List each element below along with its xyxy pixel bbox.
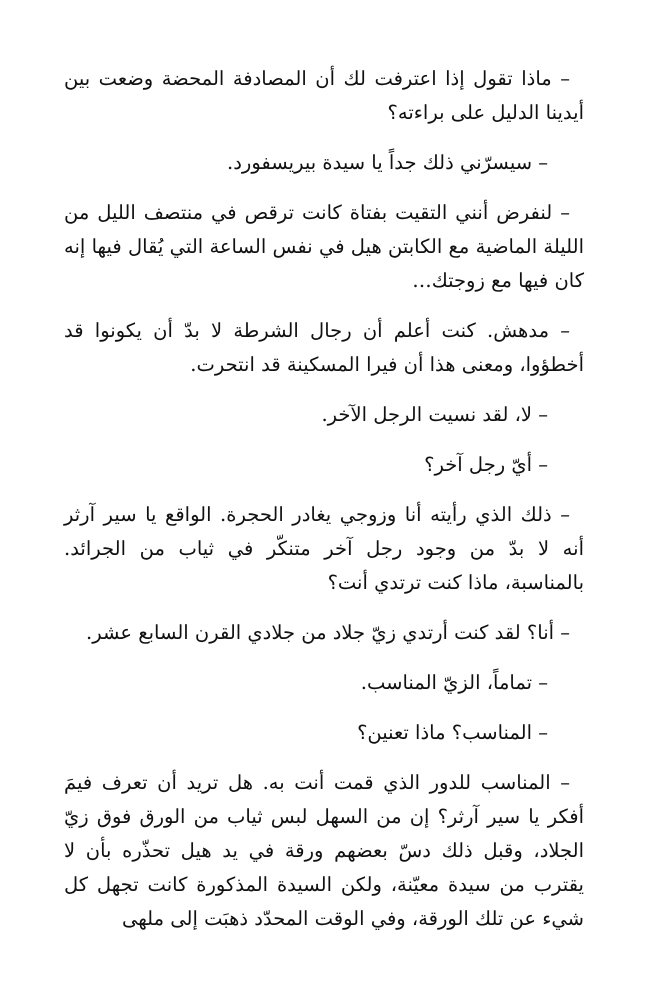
dialogue-paragraph-6: – أيّ رجل آخر؟ [424, 453, 548, 476]
dialogue-paragraph-11: – المناسب للدور الذي قمت أنت به. هل تريد أن تعرف فيمَ أفكر يا سير آرثر؟ إن من السهل لبس ثياب من الورق فوق زيّ الجلاد، وقبل ذلك دسّ بعضهم ورقة في يد هيل تحذّره بأن لا يقترب من سيدة معيّنة، ولكن السيدة المذكورة كانت تجهل كل شيء عن تلك الورقة، وفي الوقت المحدّد ذهبَت إلى ملهى [64, 771, 584, 930]
dialogue-paragraph-5: – لا، لقد نسيت الرجل الآخر. [321, 403, 548, 426]
dialogue-paragraph-8: – أنا؟ لقد كنت أرتدي زيّ جلاد من جلادي القرن السابع عشر. [86, 621, 570, 644]
dialogue-paragraph-1: – ماذا تقول إذا اعترفت لك أن المصادفة المحضة وضعت بين أيدينا الدليل على براءته؟ [64, 67, 584, 124]
dialogue-paragraph-10: – المناسب؟ ماذا تعنين؟ [357, 721, 548, 744]
dialogue-paragraph-3: – لنفرض أنني التقيت بفتاة كانت ترقص في منتصف الليل من الليلة الماضية مع الكابتن هيل في نفس الساعة التي يُقال فيها إنه كان فيها مع زوجتك… [64, 201, 584, 292]
dialogue-paragraph-4: – مدهش. كنت أعلم أن رجال الشرطة لا بدّ أن يكونوا قد أخطؤوا، ومعنى هذا أن فيرا المسكينة قد انتحرت. [64, 319, 584, 376]
dialogue-paragraph-7: – ذلك الذي رأيته أنا وزوجي يغادر الحجرة. الواقع يا سير آرثر أنه لا بدّ من وجود رجل آخر متنكّر في ثياب من الجرائد. بالمناسبة، ماذا كنت ترتدي أنت؟ [64, 503, 584, 594]
dialogue-paragraph-9: – تماماً، الزيّ المناسب. [360, 671, 548, 694]
book-page [64, 62, 584, 952]
dialogue-paragraph-2: – سيسرّني ذلك جداً يا سيدة بيريسفورد. [227, 151, 548, 174]
